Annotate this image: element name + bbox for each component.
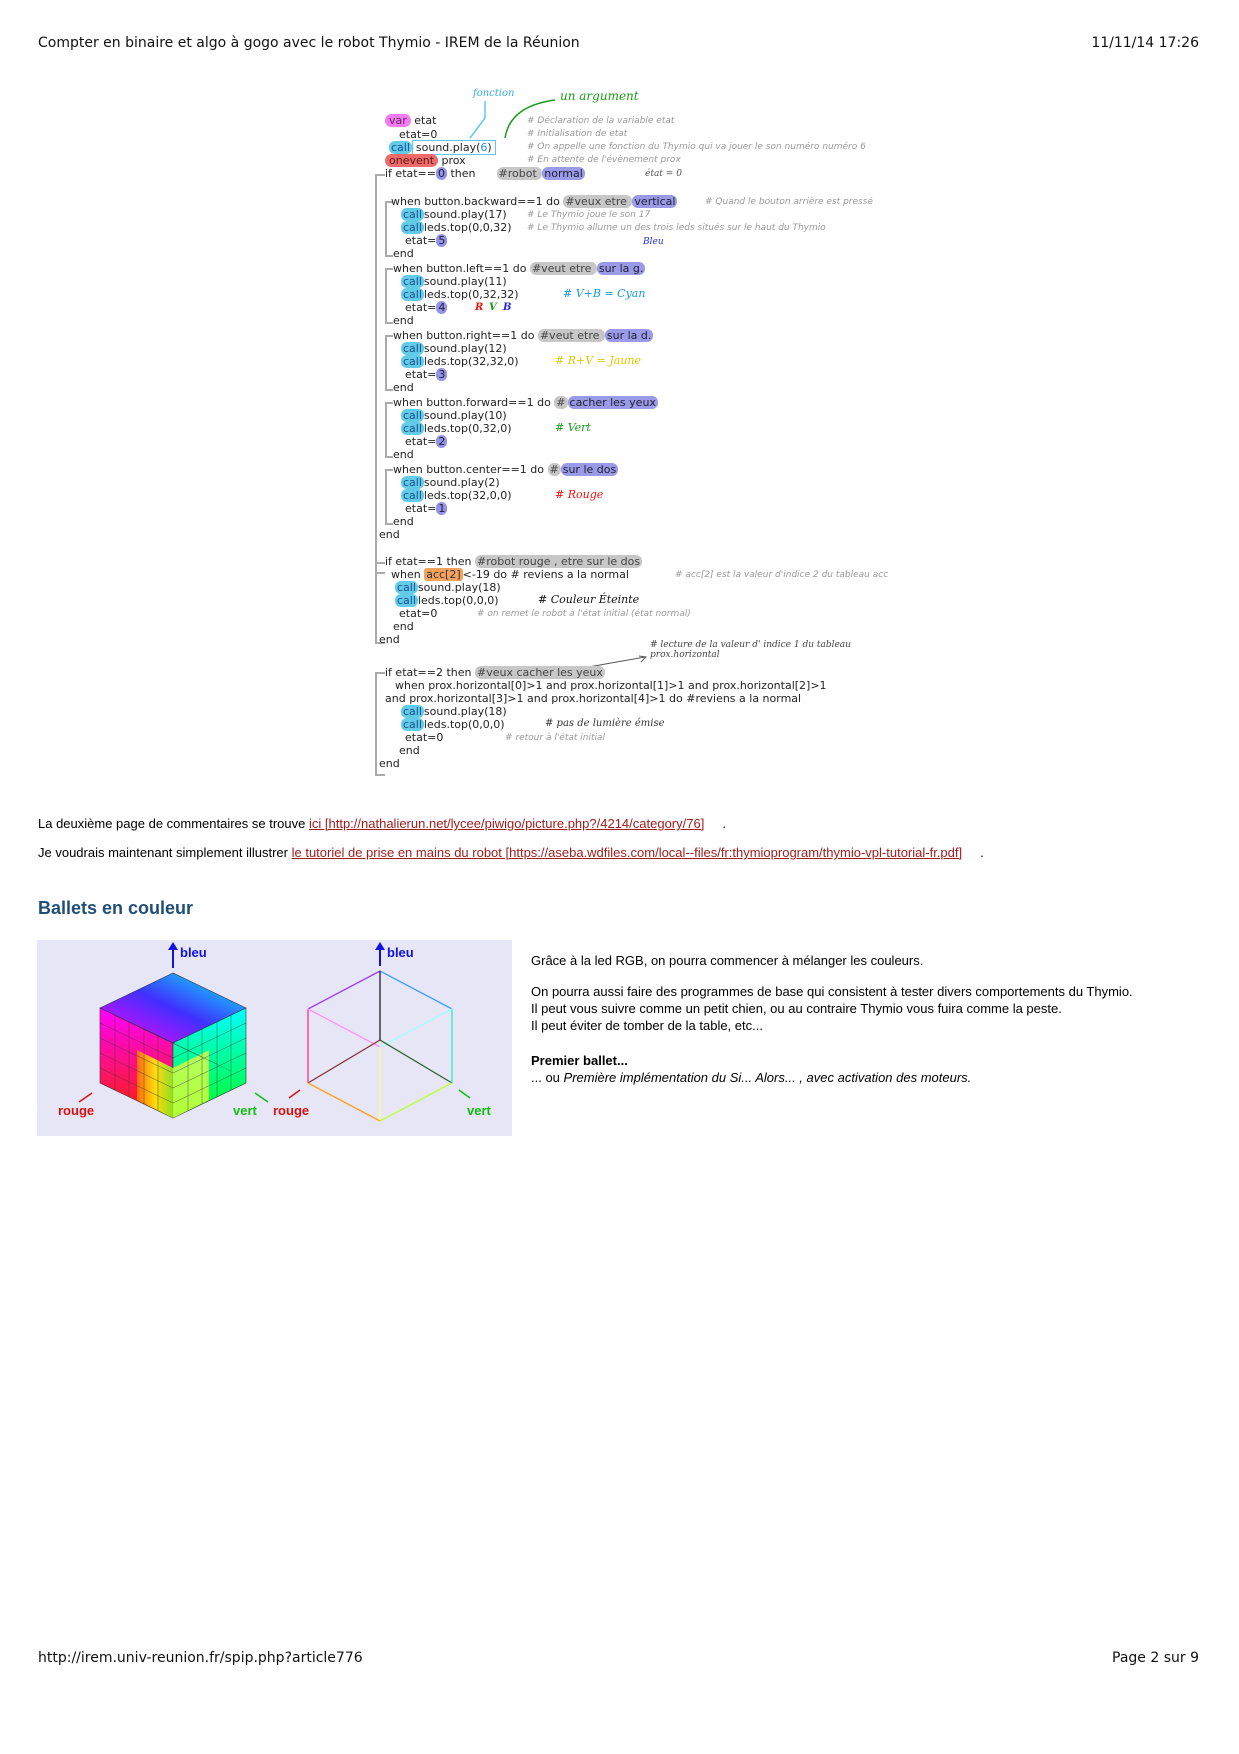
- label-rouge-left: rouge: [58, 1103, 95, 1118]
- code-line: etat=0: [399, 607, 438, 620]
- premier-ballet-subtitle: ... ou Première implémentation du Si... Alors... , avec activation des moteurs.: [531, 1070, 972, 1085]
- annotation-jaune: # R+V = Jaune: [555, 354, 642, 367]
- print-footer-url: http://irem.univ-reunion.fr/spip.php?article776: [38, 1650, 363, 1666]
- annotation-v: V: [489, 302, 497, 313]
- annotation-cyan: # V+B = Cyan: [563, 287, 646, 300]
- code-line: etat= 4: [405, 301, 446, 314]
- code-line: etat=0: [405, 731, 444, 744]
- code-line: when button.right==1 do #veut etre sur la d.: [393, 329, 652, 342]
- code-line: call sound.play(11): [403, 275, 507, 288]
- code-line: call leds.top(32,32,0): [403, 355, 519, 368]
- annotation-argument: un argument: [560, 89, 639, 103]
- code-line: end: [393, 448, 414, 461]
- rgb-cube-figure: [37, 940, 512, 1136]
- paragraph-comments-link: La deuxième page de commentaires se trouve ici [http://nathalierun.net/lycee/piwigo/picture.php?/4214/category/76] .: [38, 816, 726, 831]
- code-line: end: [399, 744, 420, 757]
- print-footer-page: Page 2 sur 9: [1112, 1650, 1199, 1666]
- code-comment: # On appelle une fonction du Thymio qui va jouer le son numéro numéro 6: [527, 142, 866, 152]
- wireframe-rgb-cube: [308, 971, 452, 1121]
- code-line: and prox.horizontal[3]>1 and prox.horizontal[4]>1 do #reviens a la normal: [385, 692, 802, 705]
- code-line: end: [393, 620, 414, 633]
- code-line: call leds.top(0,0,32): [403, 221, 512, 234]
- behaviors-line: On pourra aussi faire des programmes de base qui consistent à tester divers comportements du Thymio.: [531, 984, 1133, 999]
- annotation-vert: # Vert: [555, 421, 591, 434]
- code-line: end: [393, 314, 414, 327]
- behaviors-line: Il peut vous suivre comme un petit chien, ou au contraire Thymio vous fuira comme la peste.: [531, 1001, 1062, 1016]
- code-line: call sound.play(17): [403, 208, 507, 221]
- paragraph-premier-ballet: [531, 1052, 971, 1086]
- filled-rgb-cube: [100, 973, 246, 1118]
- code-line: etat= 3: [405, 368, 446, 381]
- code-line: etat=0: [399, 128, 438, 141]
- code-comment: # Quand le bouton arrière est pressé: [705, 197, 873, 207]
- code-line: call sound.play(18): [397, 581, 501, 594]
- link-comments-page[interactable]: ici [http://nathalierun.net/lycee/piwigo/picture.php?/4214/category/76]: [309, 816, 705, 831]
- annotation-eteinte: # Couleur Éteinte: [538, 593, 640, 606]
- behaviors-line: Il peut éviter de tomber de la table, etc...: [531, 1018, 763, 1033]
- code-line: when button.center==1 do # sur le dos: [393, 463, 617, 476]
- code-comment: # Initialisation de etat: [527, 129, 628, 139]
- annotation-pas-lumiere: # pas de lumière émise: [545, 718, 665, 729]
- code-line: call leds.top(0,32,32): [403, 288, 519, 301]
- code-line: when button.left==1 do #veut etre sur la g.: [393, 262, 644, 275]
- code-line: when button.backward==1 do #veux etre vertical: [391, 195, 676, 208]
- code-line: when acc[2] <-19 do # reviens a la normal: [391, 568, 629, 581]
- code-line: onevent prox: [385, 154, 466, 167]
- paragraph-behaviors: [531, 983, 1133, 1034]
- annotation-rouge: # Rouge: [555, 488, 604, 501]
- code-comment: # Le Thymio allume un des trois leds situés sur le haut du Thymio: [527, 223, 826, 233]
- code-comment: # on remet le robot à l'état initial (état normal): [477, 609, 691, 619]
- paragraph-rgb: Grâce à la led RGB, on pourra commencer à mélanger les couleurs.: [531, 953, 924, 968]
- print-header-title: Compter en binaire et algo à gogo avec le robot Thymio - IREM de la Réunion: [38, 35, 580, 51]
- label-bleu-left: bleu: [180, 945, 207, 960]
- code-line: etat= 1: [405, 502, 446, 515]
- section-title: Ballets en couleur: [38, 898, 194, 918]
- label-bleu-right: bleu: [387, 945, 414, 960]
- annotation-etat0: état = 0: [645, 169, 682, 179]
- code-line: var etat: [385, 114, 436, 127]
- code-line: end: [393, 515, 414, 528]
- premier-ballet-title: Premier ballet...: [531, 1053, 628, 1068]
- code-line: if etat== 0 then #robot normal: [385, 167, 583, 180]
- annotation-bleu: Bleu: [643, 237, 664, 247]
- code-comment: # retour à l'état initial: [505, 733, 606, 743]
- code-line: end: [379, 757, 400, 770]
- annotation-lecture: # lecture de la valeur d' indice 1 du tableau prox.horizontal: [650, 640, 851, 660]
- code-line: call leds.top(32,0,0): [403, 489, 512, 502]
- code-line: call sound.play(6): [389, 141, 496, 154]
- code-line: call leds.top(0,0,0): [397, 594, 499, 607]
- code-line: etat= 5: [405, 234, 446, 247]
- code-comment: # Déclaration de la variable etat: [527, 116, 675, 126]
- code-line: etat= 2: [405, 435, 446, 448]
- rgb-cube-svg: [37, 940, 512, 1136]
- code-comment: # Le Thymio joue le son 17: [527, 210, 651, 220]
- label-vert-right: vert: [467, 1103, 491, 1118]
- code-line: call sound.play(12): [403, 342, 507, 355]
- paragraph-tutorial-link: Je voudrais maintenant simplement illustrer le tutoriel de prise en mains du robot [https://aseba.wdfiles.com/local--files/fr:thymioprogram/thymio-vpl-tutorial-fr.pdf] .: [38, 845, 984, 860]
- code-line: end: [393, 247, 414, 260]
- annotation-b: B: [503, 302, 512, 313]
- code-line: end: [393, 381, 414, 394]
- code-comment: # acc[2] est la valeur d'indice 2 du tableau acc: [675, 570, 889, 580]
- code-line: if etat==2 then #veux cacher les yeux: [385, 666, 603, 679]
- label-rouge-right: rouge: [273, 1103, 310, 1118]
- annotation-r: R: [475, 302, 484, 313]
- code-line: when prox.horizontal[0]>1 and prox.horizontal[1]>1 and prox.horizontal[2]>1: [395, 679, 827, 692]
- code-line: call leds.top(0,0,0): [403, 718, 505, 731]
- code-line: call sound.play(18): [403, 705, 507, 718]
- code-figure: [379, 88, 905, 778]
- code-line: call sound.play(10): [403, 409, 507, 422]
- code-line: when button.forward==1 do # cacher les yeux: [393, 396, 656, 409]
- label-vert-left: vert: [233, 1103, 257, 1118]
- code-line: call leds.top(0,32,0): [403, 422, 512, 435]
- code-line: call sound.play(2): [403, 476, 500, 489]
- code-line: if etat==1 then #robot rouge , etre sur le dos: [385, 555, 641, 568]
- print-header-datetime: 11/11/14 17:26: [1091, 35, 1199, 51]
- code-line: end: [379, 633, 400, 646]
- link-tutorial[interactable]: le tutoriel de prise en mains du robot [https://aseba.wdfiles.com/local--files/fr:thymioprogram/thymio-vpl-tutorial-fr.pdf]: [291, 845, 963, 860]
- code-line: end: [379, 528, 400, 541]
- code-comment: # En attente de l'évènement prox: [527, 155, 681, 165]
- annotation-fonction: fonction: [473, 88, 515, 99]
